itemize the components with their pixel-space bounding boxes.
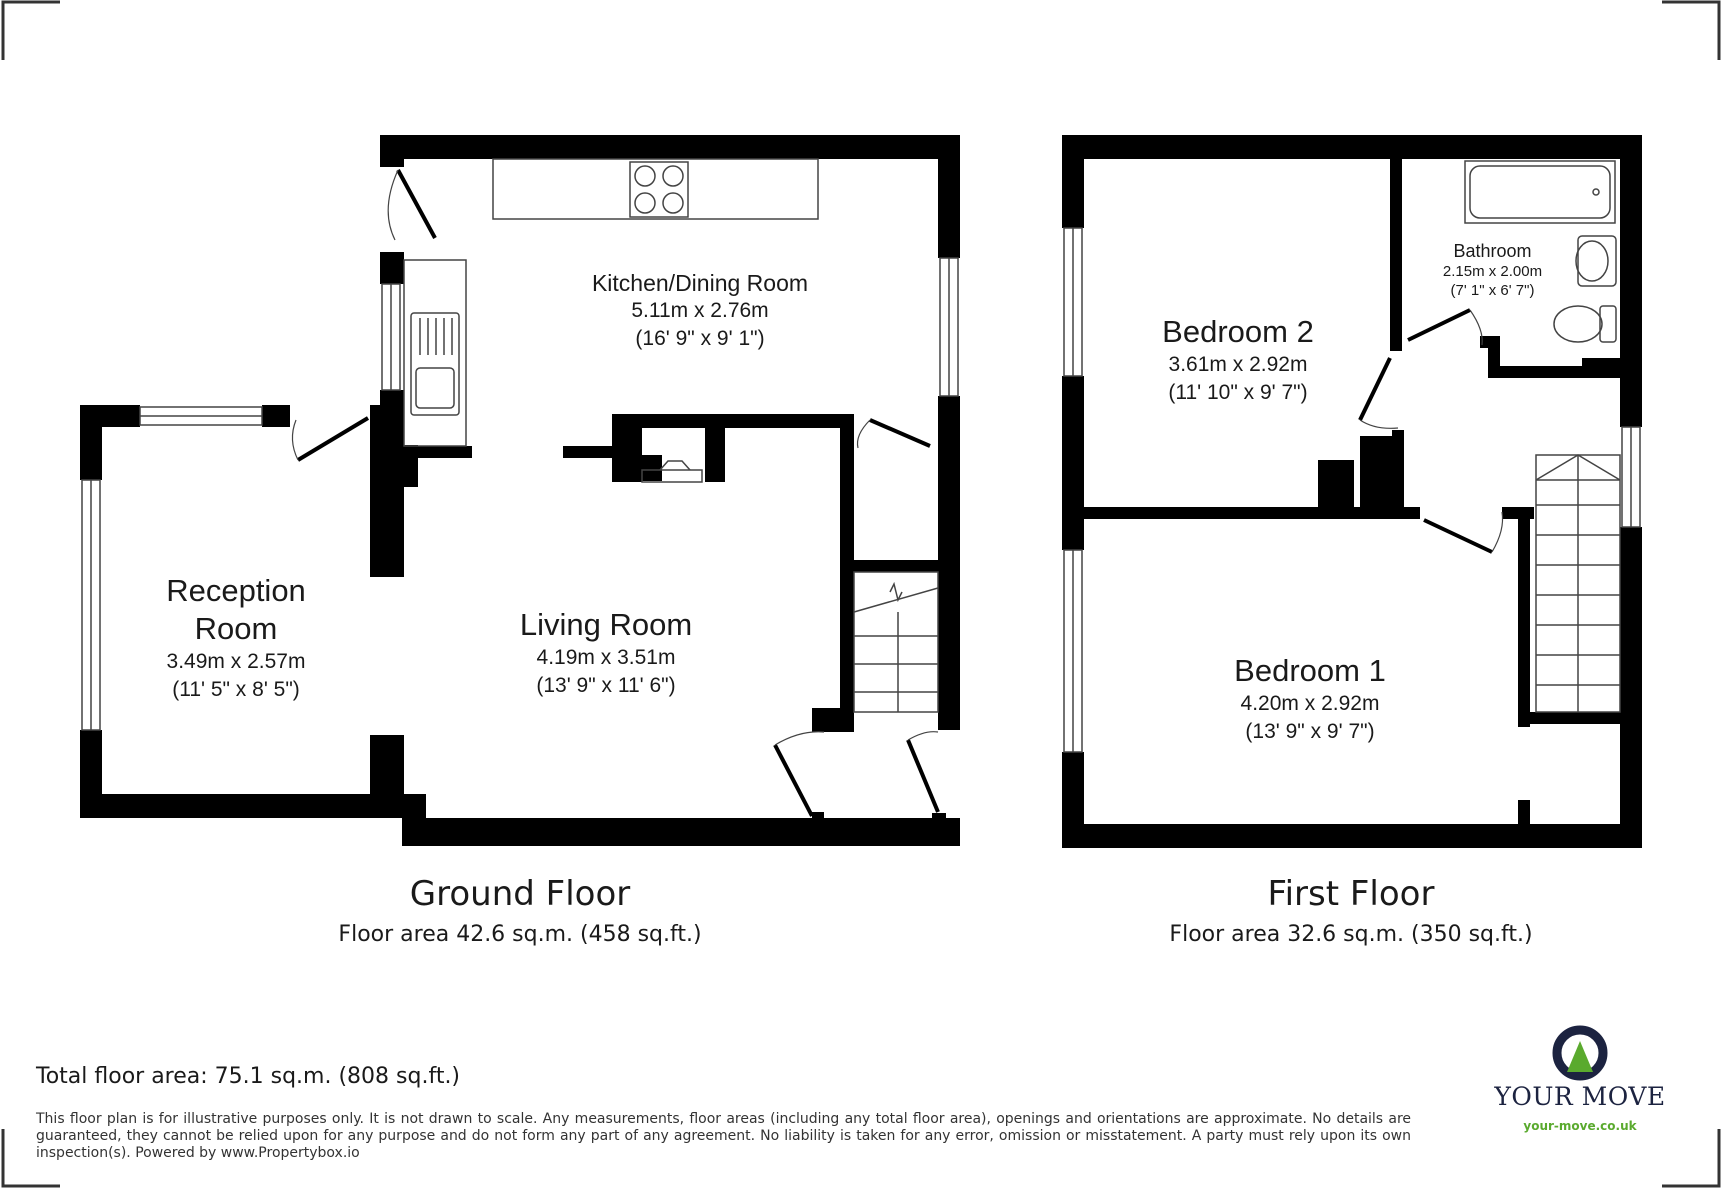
cupboard [1360, 436, 1404, 510]
wall [370, 405, 404, 577]
reception-label [120, 572, 352, 704]
wall [1620, 527, 1642, 848]
bedroom2-name: Bedroom 2 [1162, 314, 1314, 349]
wall [1518, 800, 1530, 824]
brand-url: your-move.co.uk [1523, 1119, 1637, 1133]
first-stairs [1536, 455, 1620, 712]
bathroom-label [1420, 240, 1565, 300]
reception-imperial: (11' 5" x 8' 5") [172, 678, 300, 701]
ground-floor-plan [80, 135, 960, 846]
wall [80, 405, 102, 480]
wall [1062, 135, 1642, 159]
reception-metric: 3.49m x 2.57m [166, 650, 306, 673]
wall [938, 448, 960, 730]
bathroom-imperial: (7' 1" x 6' 7") [1450, 282, 1535, 299]
kitchen-label [510, 269, 890, 353]
wall [840, 414, 854, 454]
living-imperial: (13' 9" x 11' 6") [536, 674, 676, 697]
bathroom-name: Bathroom [1453, 241, 1532, 261]
first-floor-area: Floor area 32.6 sq.m. (350 sq.ft.) [1169, 922, 1533, 947]
wall [932, 813, 946, 821]
wall [1390, 159, 1402, 351]
cupboard [1318, 460, 1354, 510]
disclaimer-text: This floor plan is for illustrative purposes only. It is not drawn to scale. Any measurements, floor areas (including any total floor area), openings and orientations are approximate. No details are guaranteed, they cannot be relied upon for any purpose and do not form any part of any agreement. No liability is taken for any error, omission or misstatement. A party must rely upon its own inspection(s). Powered by www.Propertybox.io [36, 1111, 1411, 1161]
wall [1582, 358, 1620, 370]
wall [370, 735, 404, 794]
wall [642, 455, 662, 481]
bedroom2-imperial: (11' 10" x 9' 7") [1168, 381, 1308, 404]
kitchen-imperial: (16' 9" x 9' 1") [635, 327, 765, 350]
bedroom1-name: Bedroom 1 [1234, 653, 1386, 688]
wall [1062, 135, 1084, 228]
wall [1620, 135, 1642, 427]
brand-logo [1480, 1025, 1680, 1145]
bedroom1-label [1190, 652, 1430, 746]
worktop [493, 159, 818, 219]
bedroom2-metric: 3.61m x 2.92m [1168, 353, 1308, 376]
wall [840, 454, 854, 724]
wall [1062, 376, 1084, 550]
toilet [1554, 306, 1602, 342]
ground-floor-area: Floor area 42.6 sq.m. (458 sq.ft.) [338, 922, 702, 947]
wall [402, 818, 960, 846]
total-floor-area: Total floor area: 75.1 sq.m. (808 sq.ft.) [36, 1064, 461, 1089]
wall [380, 135, 960, 159]
living-label [466, 606, 746, 700]
hob [630, 162, 688, 217]
wall [80, 794, 425, 818]
bedroom1-metric: 4.20m x 2.92m [1240, 692, 1380, 715]
wall [404, 446, 472, 458]
brand-name: YOUR MOVE [1494, 1082, 1666, 1111]
reception-name-2: Room [194, 611, 278, 646]
sink-counter [404, 260, 466, 446]
wall [612, 414, 852, 428]
wall [262, 405, 290, 427]
wall [812, 708, 824, 732]
first-floor-title: First Floor [1267, 874, 1435, 914]
kitchen-name: Kitchen/Dining Room [591, 270, 809, 296]
living-metric: 4.19m x 3.51m [536, 646, 676, 669]
wall [812, 812, 824, 822]
ground-stairs [854, 572, 938, 712]
ground-floor-title: Ground Floor [409, 874, 631, 914]
wall [402, 794, 426, 846]
wall [1062, 824, 1642, 848]
bedroom2-label [1118, 313, 1358, 407]
wall [938, 396, 960, 448]
kitchen-metric: 5.11m x 2.76m [631, 299, 769, 322]
wall [1518, 712, 1620, 724]
wall [705, 428, 725, 482]
wall [380, 252, 404, 284]
wall [1518, 507, 1530, 727]
reception-name-1: Reception [166, 573, 306, 608]
wall [854, 560, 938, 572]
wall [380, 135, 404, 167]
wall [1392, 430, 1404, 440]
bathroom-metric: 2.15m x 2.00m [1442, 263, 1543, 280]
wall [612, 414, 642, 482]
bedroom1-imperial: (13' 9" x 9' 7") [1245, 720, 1375, 743]
living-name: Living Room [519, 607, 693, 642]
wall [938, 135, 960, 258]
